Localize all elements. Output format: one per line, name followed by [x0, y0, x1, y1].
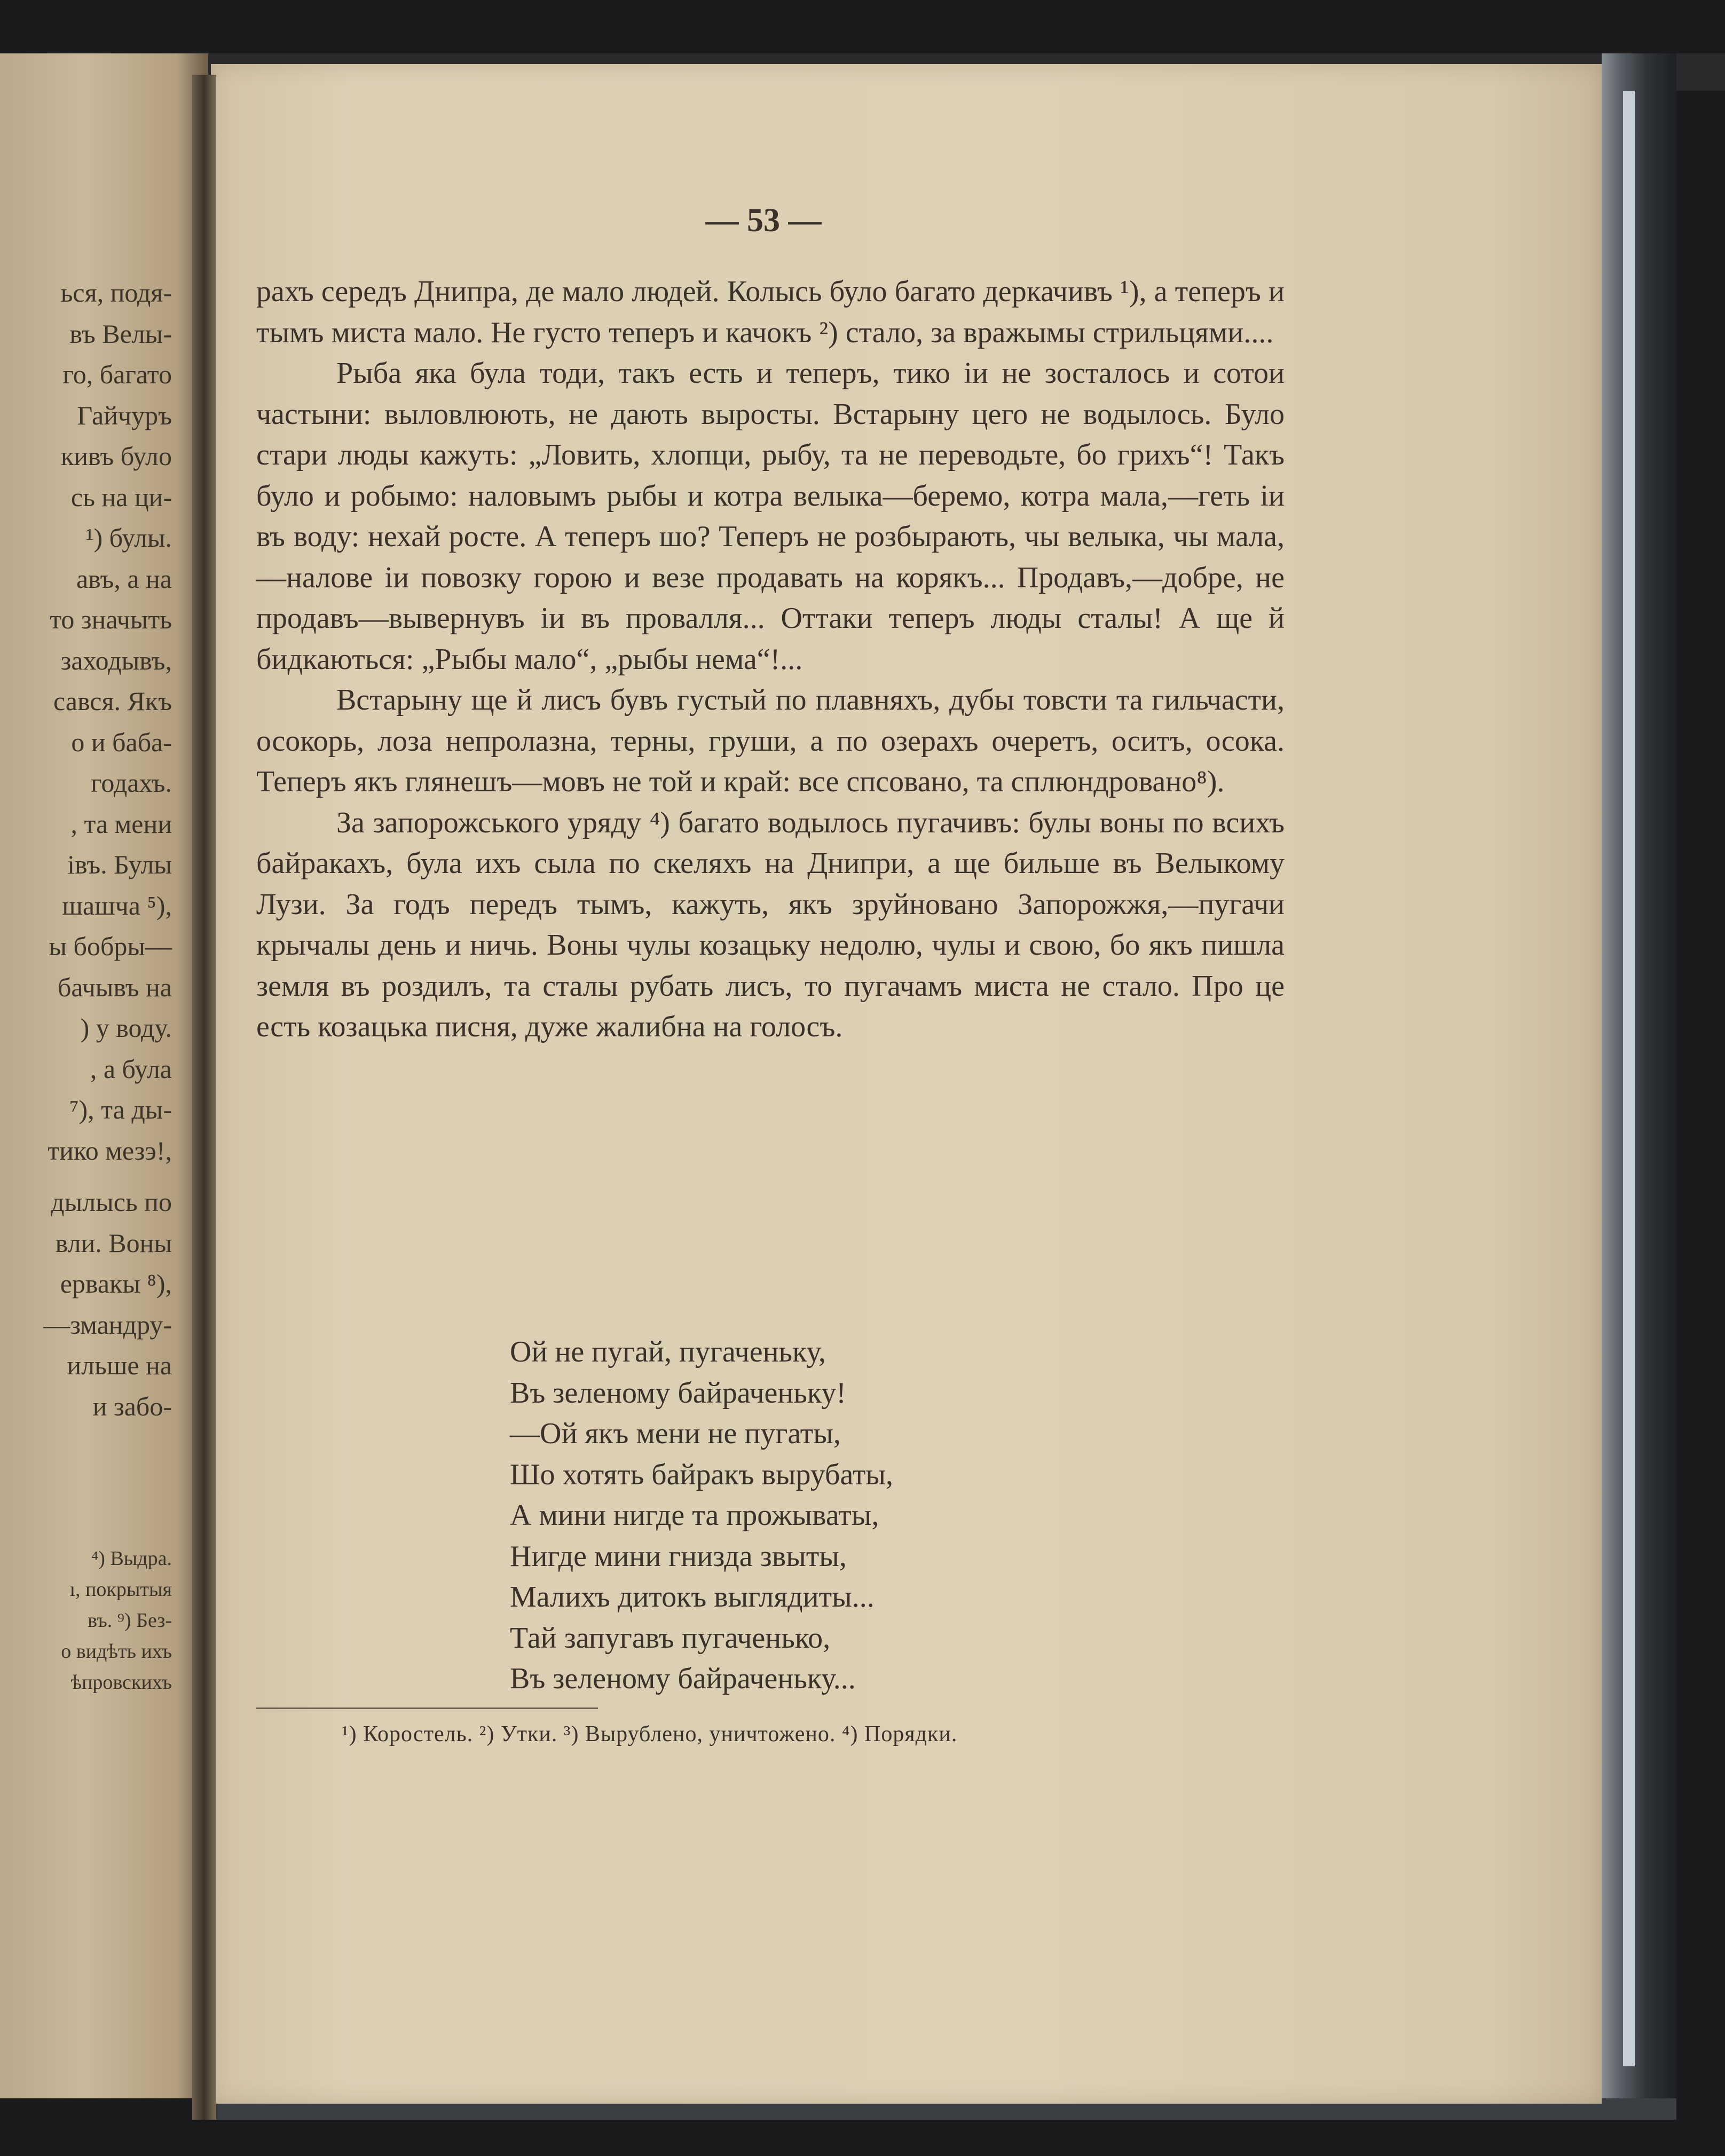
- left-page-line: ильше на: [67, 1350, 172, 1380]
- song-verse: [510, 1332, 893, 1699]
- left-page-line: тико мезэ!,: [48, 1135, 172, 1166]
- left-page-line: [0, 1171, 172, 1182]
- page-stack-edge: [1623, 91, 1635, 2066]
- left-page-line: Гайчуръ: [77, 400, 172, 430]
- page-body: [256, 271, 1285, 1048]
- footnote-divider: [256, 1708, 598, 1709]
- left-page-line: сь на ци-: [70, 482, 172, 512]
- left-page-footnote-line: въ. ⁹) Без-: [88, 1609, 172, 1632]
- left-page-line: въ Велы-: [69, 318, 172, 349]
- paragraph: Встарыну ще й лисъ бувъ густый по плавняхъ, дубы товсти та гильчасти, осокорь, лоза непролазна, терны, груши, а по озерахъ очеретъ, оситъ, осока. Теперъ якъ глянешъ—мовъ не той и край: все спсовано, та сплюндровано⁸).: [256, 683, 1285, 798]
- verse-line: Въ зеленому байраченьку...: [510, 1662, 856, 1695]
- left-page-line: дылысь по: [51, 1187, 172, 1217]
- paragraph: За запорожського уряду ⁴) багато водылось пугачивъ: булы воны по всихъ байракахъ, була ихъ сыла по скеляхъ на Днипри, а ще бильше въ Велыкому Лузи. За годъ передъ тымъ, кажуть, якъ зруйновано Запорожжя,—пугачи крычалы день и ничь. Воны чулы козацьку недолю, чулы и свою, бо якъ пишла земля въ роздилъ, та сталы рубать лисъ, то пугачамъ миста не стало. Про це есть козацька писня, дуже жалибна на голосъ.: [256, 806, 1285, 1043]
- left-page-footnote-line: ⁴) Выдра.: [91, 1547, 172, 1570]
- left-page-line: ервакы ⁸),: [60, 1269, 172, 1299]
- verse-line: А мини нигде та прожываты,: [510, 1499, 879, 1532]
- book-cover-edge: [1602, 53, 1676, 2114]
- left-page-line: годахъ.: [91, 768, 172, 798]
- left-page-line: ы бобры—: [49, 931, 172, 961]
- left-page-line: сався. Якъ: [53, 686, 172, 716]
- left-page-line: бачывъ на: [57, 972, 172, 1002]
- left-page-line: шашча ⁵),: [62, 890, 172, 920]
- left-page-line: и забо-: [92, 1391, 172, 1421]
- left-page-line: вли. Воны: [55, 1227, 172, 1258]
- verse-line: Шо хотять байракъ вырубаты,: [510, 1458, 894, 1491]
- left-page-line: кивъ було: [60, 441, 172, 471]
- left-page-line: о и баба-: [71, 727, 172, 757]
- left-page-line: заходывъ,: [60, 645, 172, 675]
- verse-line: —Ой якъ мени не пугаты,: [510, 1417, 841, 1450]
- verse-line: Въ зеленому байраченьку!: [510, 1376, 846, 1410]
- footnote: ¹) Коростель. ²) Утки. ³) Вырублено, уничтожено. ⁴) Порядки.: [342, 1722, 958, 1746]
- paragraph: рахъ середъ Днипра, де мало людей. Колысь було багато деркачивъ ¹), а теперъ и тымъ миста мало. Не густо теперъ и качокъ ²) стало, за вражымы стрильцями....: [256, 275, 1285, 349]
- left-page-footnote-line: о видѣть ихъ: [61, 1640, 172, 1663]
- left-page-line: ) у воду.: [80, 1013, 172, 1043]
- left-page-line: івъ. Булы: [67, 849, 172, 879]
- left-page-line: , та мени: [70, 808, 172, 839]
- verse-line: Тай запугавъ пугаченько,: [510, 1621, 831, 1655]
- left-page-line: то значыть: [50, 604, 172, 634]
- left-page-line: го, багато: [62, 359, 172, 389]
- page-number: — 53 —: [705, 202, 822, 239]
- left-page-footnotes: [0, 1543, 172, 1698]
- left-page-line: авъ, а на: [76, 563, 172, 594]
- verse-line: Нигде мини гнизда звыты,: [510, 1539, 847, 1573]
- left-page-line: ¹) булы.: [85, 523, 172, 553]
- verse-line: Малихъ дитокъ выглядиты...: [510, 1580, 875, 1614]
- left-page-footnote-line: ѣпровскихъ: [70, 1671, 172, 1694]
- left-page-footnote-line: ı, покрытыя: [69, 1578, 172, 1601]
- left-page-line: , а була: [90, 1053, 172, 1084]
- verse-line: Ой не пугай, пугаченьку,: [510, 1335, 826, 1368]
- left-page-line: ⁷), та ды-: [69, 1095, 172, 1124]
- book-gutter: [192, 75, 216, 2120]
- left-page-line: ься, подя-: [60, 278, 172, 308]
- paragraph: Рыба яка була тоди, такъ есть и теперъ, тико іи не зосталось и сотои частыни: выловлюють, не дають выросты. Встарыну цего не водылось. Було стари люды кажуть: „Ловить, хлопци, рыбу, та не переводьте, бо грихъ“! Такъ було и робымо: наловымъ рыбы и котра велыка—беремо, котра мала,—геть іи въ воду: нехай росте. А теперъ шо? Теперъ не розбырають, чы велыка, чы мала,—налове іи повозку горою и везе продавать на корякъ... Продавъ,—добре, не продавъ—вывернувъ іи въ провалля... Оттаки теперъ люды сталы! А ще й бидкаються: „Рыбы мало“, „рыбы нема“!...: [256, 357, 1285, 676]
- left-page-line: —змандру-: [43, 1309, 172, 1340]
- left-page-text: [0, 272, 172, 1427]
